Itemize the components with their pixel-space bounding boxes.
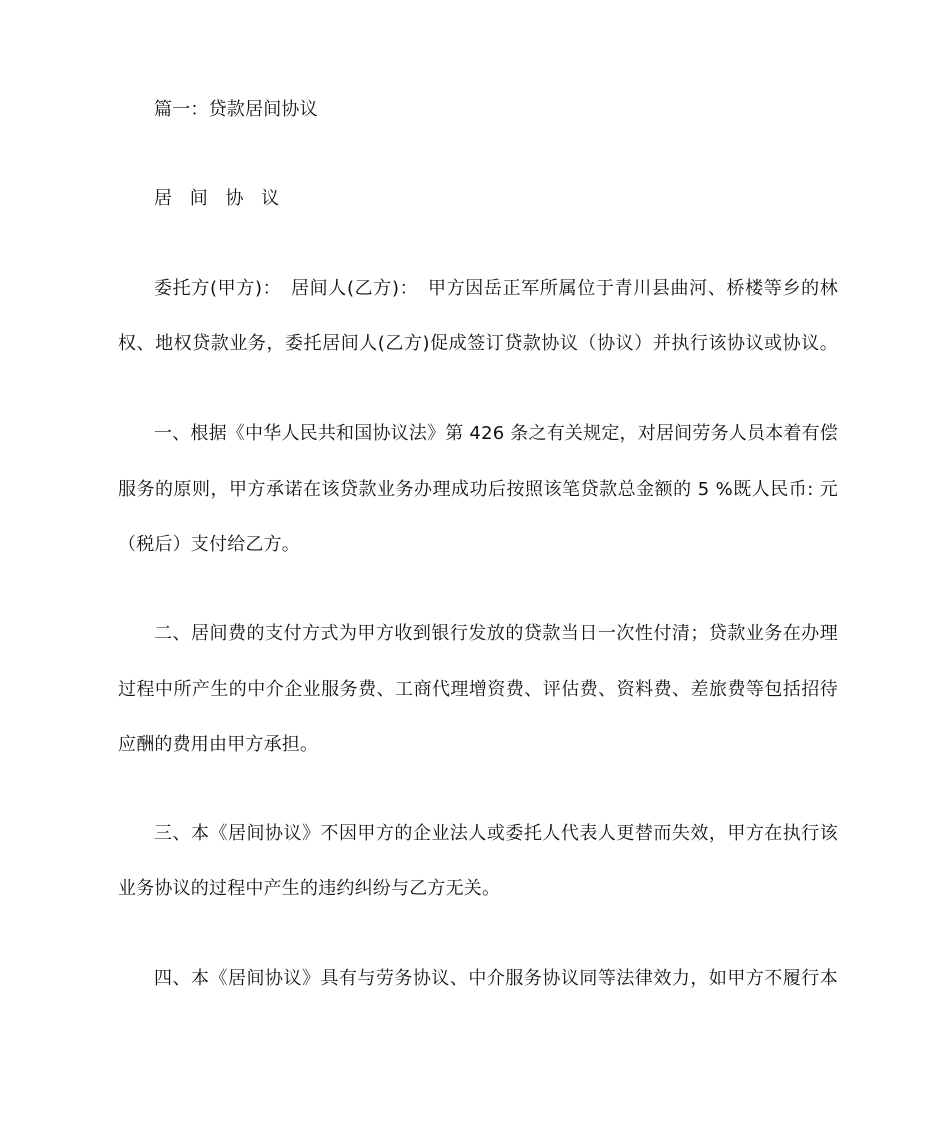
paragraph-line: 四、本《居间协议》具有与劳务协议、中介服务协议同等法律效力，如甲方不履行本: [154, 968, 838, 989]
paragraph-line: （税后）支付给乙方。: [118, 534, 300, 555]
paragraph-line: 一、根据《中华人民共和国协议法》第 426 条之有关规定，对居间劳务人员本着有偿: [154, 423, 838, 444]
paragraph-line: 过程中所产生的中介企业服务费、工商代理增资费、评估费、资料费、差旅费等包括招待: [118, 679, 838, 700]
paragraph-line: 权、地权贷款业务，委托居间人(乙方)促成签订贷款协议（协议）并执行该协议或协议。: [118, 333, 838, 354]
paragraph-line: 业务协议的过程中产生的违约纠纷与乙方无关。: [118, 878, 501, 899]
paragraph-line: 应酬的费用由甲方承担。: [118, 734, 319, 755]
paragraph-line: 二、居间费的支付方式为甲方收到银行发放的贷款当日一次性付清；贷款业务在办理: [154, 623, 838, 644]
document-subtitle: 居 间 协 议: [154, 188, 286, 209]
document-heading: 篇一：贷款居间协议: [154, 99, 318, 120]
paragraph-line: 服务的原则，甲方承诺在该贷款业务办理成功后按照该笔贷款总金额的 5 %既人民币: 元: [118, 479, 838, 500]
paragraph-line: 三、本《居间协议》不因甲方的企业法人或委托人代表人更替而失效，甲方在执行该: [154, 823, 838, 844]
paragraph-line: 委托方(甲方)： 居间人(乙方)： 甲方因岳正军所属位于青川县曲河、桥楼等乡的林: [154, 278, 838, 299]
